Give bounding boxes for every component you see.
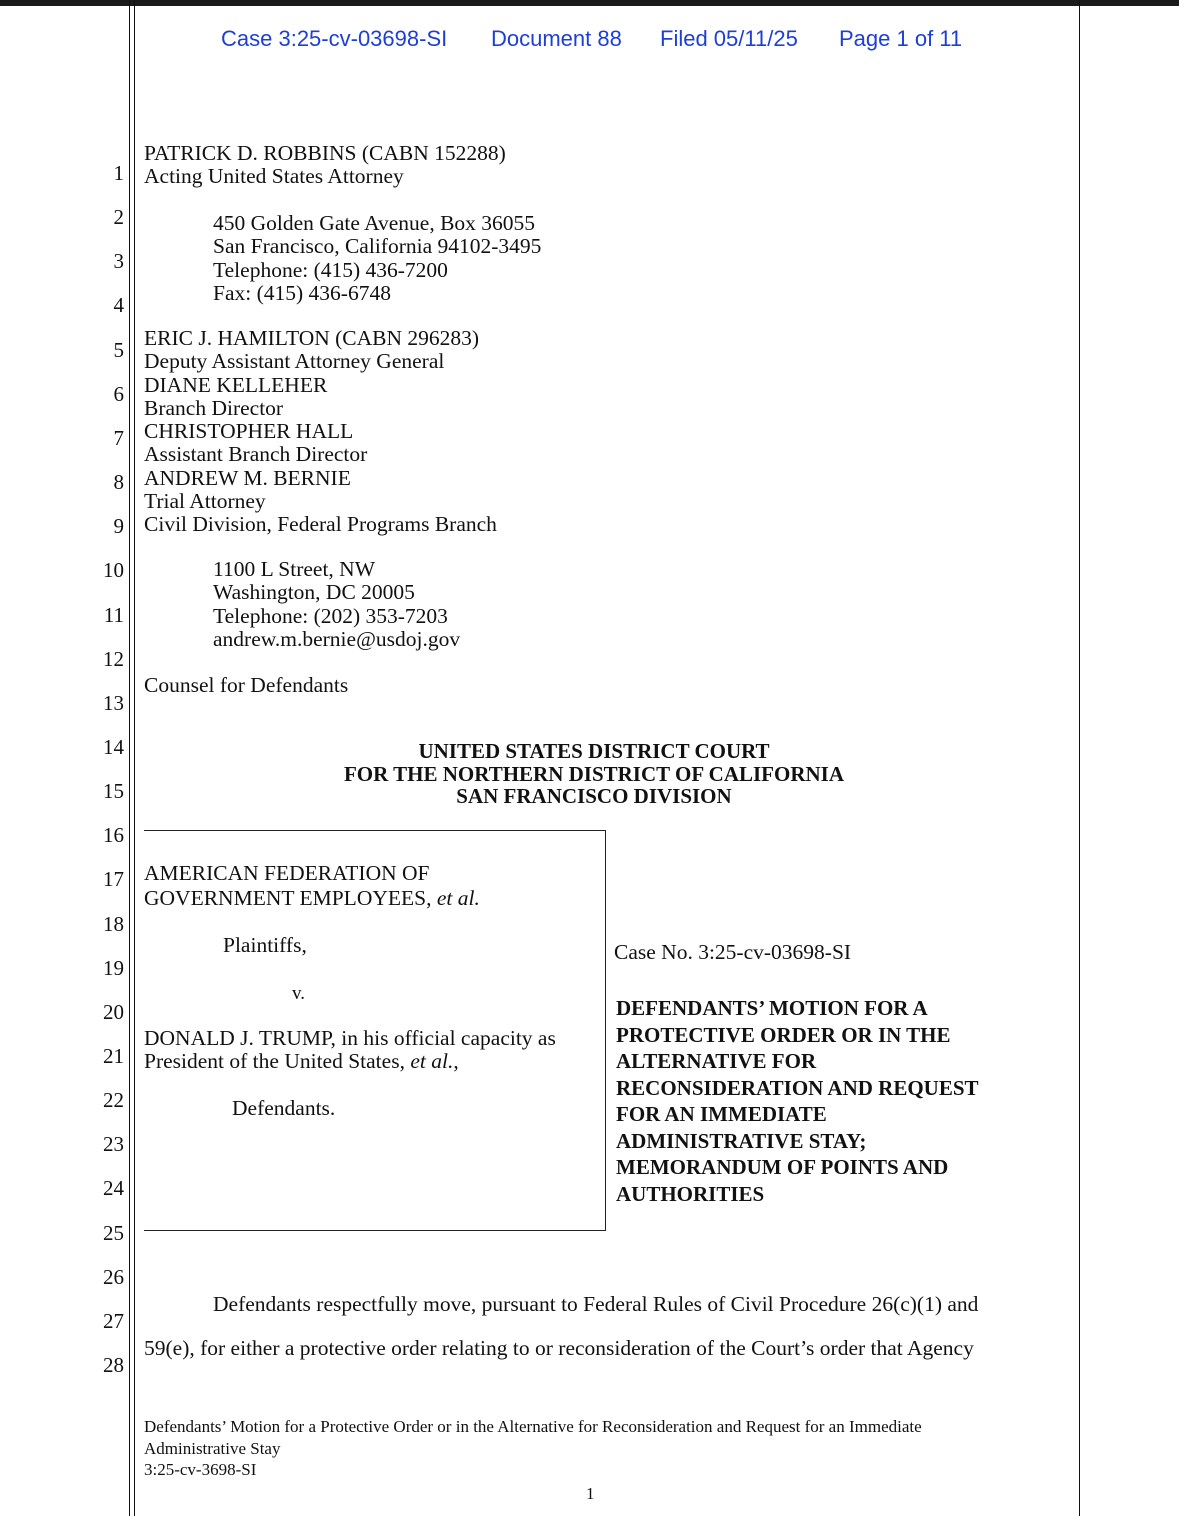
- counsel-line: DIANE KELLEHER: [144, 372, 328, 397]
- ecf-header: [0, 26, 1179, 56]
- header-document: Document 88: [491, 26, 622, 51]
- line-number: 27: [103, 1308, 124, 1333]
- address-line: Telephone: (415) 436-7200: [213, 257, 448, 282]
- caption-vertical-rule: [605, 830, 606, 1231]
- right-margin-rule: [1079, 0, 1080, 1516]
- header-filed: Filed 05/11/25: [660, 26, 798, 51]
- page-footer: [144, 1416, 922, 1481]
- counsel-line: ERIC J. HAMILTON (CABN 296283): [144, 326, 480, 350]
- line-number: 21: [103, 1044, 124, 1068]
- motion-title-line: AUTHORITIES: [616, 1181, 765, 1206]
- counsel-line: CHRISTOPHER HALL: [144, 419, 354, 444]
- left-margin-rule-inner: [134, 0, 135, 1516]
- attorney-name: PATRICK D. ROBBINS (CABN 152288): [144, 141, 506, 165]
- motion-title-line: ALTERNATIVE FOR: [616, 1049, 817, 1073]
- line-number: 15: [103, 779, 124, 804]
- line-number: 18: [103, 911, 124, 936]
- line-number: 16: [103, 823, 124, 848]
- line-number: 10: [103, 558, 124, 583]
- defendants-label: Defendants.: [232, 1096, 336, 1120]
- defendant-line-1: DONALD J. TRUMP, in his official capacity as: [144, 1026, 556, 1050]
- address-line: 1100 L Street, NW: [213, 557, 376, 581]
- body-line-1: Defendants respectfully move, pursuant to Federal Rules of Civil Procedure 26(c)(1) and: [213, 1292, 979, 1316]
- counsel-block-1: [144, 142, 506, 189]
- counsel-line: ANDREW M. BERNIE: [144, 465, 351, 490]
- motion-title-line: PROTECTIVE ORDER OR IN THE: [616, 1022, 951, 1047]
- et-al: et al.: [436, 886, 480, 910]
- page-number: 1: [586, 1484, 595, 1503]
- court-line: UNITED STATES DISTRICT COURT: [418, 739, 770, 763]
- top-border: [0, 0, 1179, 6]
- email-address: andrew.m.bernie@usdoj.gov: [213, 626, 461, 651]
- line-number: 28: [103, 1353, 124, 1378]
- address-line: Telephone: (202) 353-7203: [213, 603, 448, 628]
- address-line: San Francisco, California 94102-3495: [213, 234, 542, 259]
- line-number: 9: [113, 514, 124, 539]
- line-number: 4: [113, 293, 124, 318]
- line-number: 20: [103, 999, 124, 1024]
- counsel-line: Branch Director: [144, 395, 284, 420]
- plaintiff-line-2: GOVERNMENT EMPLOYEES, et al.: [144, 886, 480, 910]
- counsel-line: Trial Attorney: [144, 489, 266, 514]
- case-number: Case No. 3:25-cv-03698-SI: [614, 940, 852, 964]
- motion-title-line: DEFENDANTS’ MOTION FOR A: [616, 996, 928, 1020]
- motion-title-line: FOR AN IMMEDIATE: [616, 1102, 827, 1126]
- counsel-address-1: [213, 212, 541, 305]
- motion-title: [616, 995, 979, 1207]
- motion-title-line: RECONSIDERATION AND REQUEST: [616, 1075, 979, 1100]
- motion-title-line: MEMORANDUM OF POINTS AND: [616, 1155, 949, 1179]
- counsel-line: Civil Division, Federal Programs Branch: [144, 512, 497, 537]
- court-heading: [144, 740, 1044, 808]
- line-number: 22: [103, 1088, 124, 1113]
- court-line: SAN FRANCISCO DIVISION: [456, 784, 732, 808]
- plaintiff-line-1: AMERICAN FEDERATION OF: [144, 861, 430, 885]
- line-number: 24: [103, 1176, 124, 1201]
- footer-line: 3:25-cv-3698-SI: [144, 1460, 257, 1479]
- footer-line: Defendants’ Motion for a Protective Order or in the Alternative for Reconsideration and Request for an Immediate: [144, 1417, 922, 1436]
- line-number: 19: [103, 955, 124, 980]
- address-line: Fax: (415) 436-6748: [213, 280, 391, 305]
- address-line: Washington, DC 20005: [213, 580, 415, 605]
- line-number: 23: [103, 1132, 124, 1157]
- versus: v.: [292, 983, 306, 1004]
- line-number: 5: [113, 337, 124, 362]
- counsel-address-2: [213, 558, 460, 651]
- counsel-for: Counsel for Defendants: [144, 673, 349, 697]
- line-number: 25: [103, 1220, 124, 1245]
- counsel-line: Assistant Branch Director: [144, 442, 368, 467]
- line-number: 26: [103, 1264, 124, 1289]
- plaintiffs-label: Plaintiffs,: [223, 933, 307, 957]
- header-case: Case 3:25-cv-03698-SI: [221, 26, 448, 51]
- line-number: 3: [113, 249, 124, 274]
- line-number: 7: [113, 425, 124, 450]
- counsel-line: Deputy Assistant Attorney General: [144, 349, 445, 374]
- et-al: et al.: [410, 1049, 454, 1073]
- line-number: 12: [103, 646, 124, 671]
- line-number: 11: [103, 602, 124, 627]
- address-line: 450 Golden Gate Avenue, Box 36055: [213, 211, 536, 235]
- line-number: 1: [113, 161, 124, 185]
- line-number: 14: [103, 734, 124, 759]
- line-number: 13: [103, 690, 124, 715]
- court-line: FOR THE NORTHERN DISTRICT OF CALIFORNIA: [343, 761, 845, 786]
- footer-line: Administrative Stay: [144, 1438, 281, 1458]
- line-number: 2: [113, 205, 124, 230]
- body-line-2: 59(e), for either a protective order relating to or reconsideration of the Court’s order that Agency: [144, 1336, 974, 1360]
- header-page: Page 1 of 11: [839, 26, 963, 51]
- caption-bottom-rule: [144, 1230, 606, 1231]
- defendant-line-2: President of the United States, et al.,: [144, 1049, 459, 1073]
- counsel-block-2: [144, 327, 497, 537]
- left-margin-rule-outer: [129, 0, 130, 1516]
- line-number: 8: [113, 470, 124, 495]
- attorney-title: Acting United States Attorney: [144, 164, 404, 189]
- line-number: 6: [113, 381, 124, 406]
- caption-top-rule: [144, 830, 606, 831]
- motion-title-line: ADMINISTRATIVE STAY;: [616, 1128, 867, 1153]
- line-number: 17: [103, 867, 124, 892]
